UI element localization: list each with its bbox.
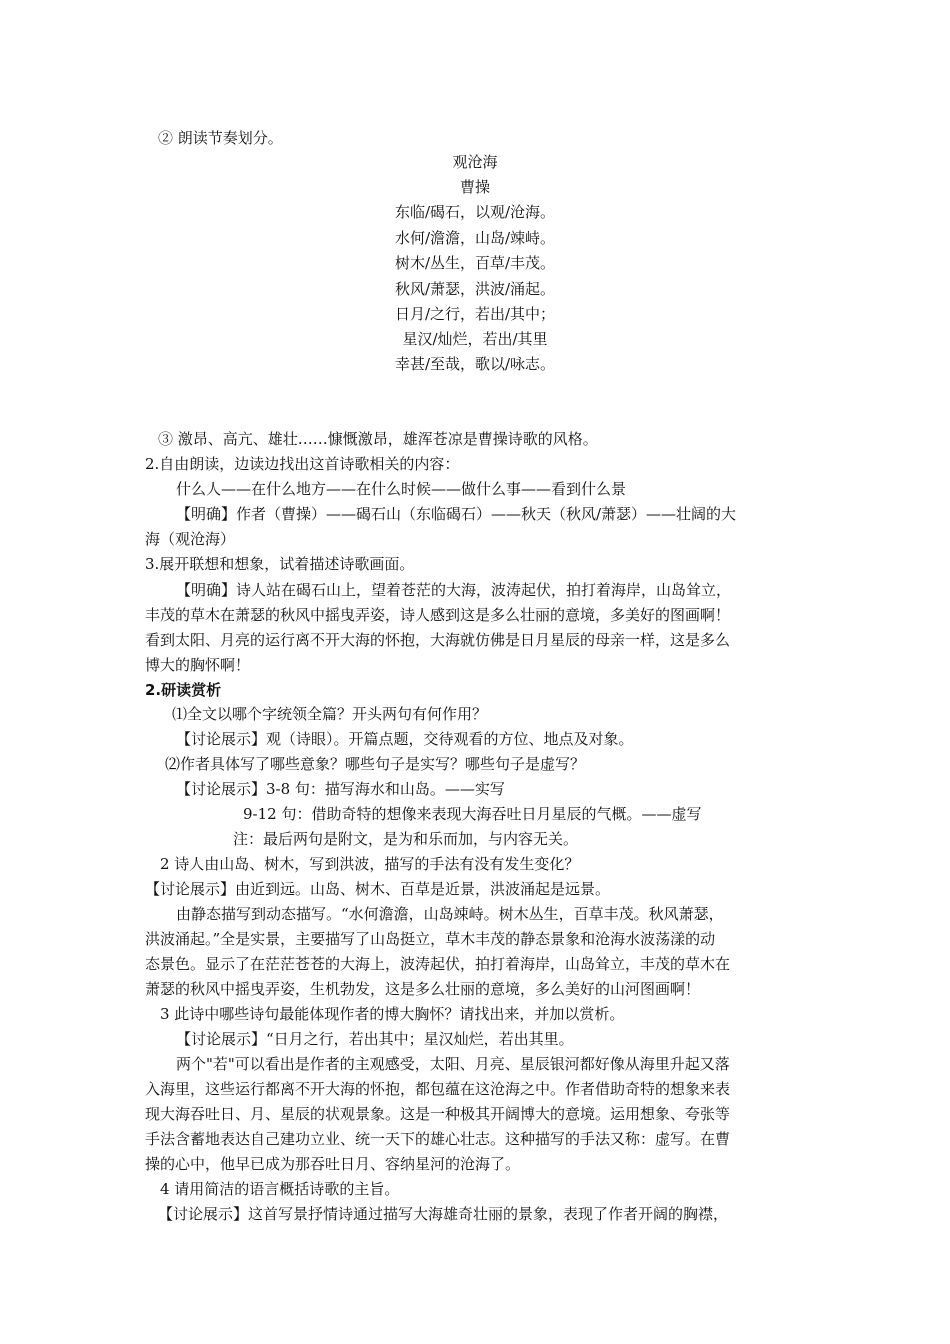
poem-line: 日月/之行，若出/其中； [394,305,556,323]
answer-3: 态景色。显示了在茫茫苍苍的大海上，波涛起伏，拍打着海岸，山岛耸立，丰茂的草木在 [145,955,731,973]
section-3-text: 丰茂的草木在萧瑟的秋风中摇曳弄姿，诗人感到这是多么壮丽的意境，多美好的图画啊！ [145,606,731,624]
reading-item-2: ② 朗读节奏划分。 [158,129,283,147]
answer-3: 洪波涌起。”全是实景，主要描写了山岛挺立，草木丰茂的静态景象和沧海水波荡漾的动 [145,930,716,948]
poem-line: 水何/澹澹，山岛/竦峙。 [394,229,556,247]
answer-2-note: 注：最后两句是附文，是为和乐而加，与内容无关。 [233,830,579,848]
poem-line: 树木/丛生，百草/丰茂。 [394,254,556,272]
question-3: 2 诗人由山岛、树木，写到洪波，描写的手法有没有发生变化？ [160,855,580,873]
answer-4: 现大海吞吐日、月、星辰的状观景象。这是一种极其开阔博大的意境。运用想象、夸张等 [145,1105,731,1123]
answer-2: 9-12 句：借助奇特的想像来表现大海吞吐日月星辰的气概。——虚写 [243,805,702,823]
answer-3: 【讨论展示】由近到远。山岛、树木、百草是近景，洪波涌起是远景。 [145,880,611,898]
poem-title: 观沧海 [452,153,498,171]
poem-line: 幸甚/至哉，歌以/咏志。 [394,355,556,373]
answer-4: 【讨论展示】“日月之行，若出其中；星汉灿烂，若出其里。 [176,1030,574,1048]
reading-item-3: ③ 激昂、高亢、雄壮……慷慨激昂，雄浑苍凉是曹操诗歌的风格。 [158,430,598,448]
question-1: ⑴全文以哪个字统领全篇？开头两句有何作用？ [172,705,488,723]
poem-line: 东临/碣石，以观/沧海。 [394,203,556,221]
answer-5: 【讨论展示】这首写景抒情诗通过描写大海雄奇壮丽的景象，表现了作者开阔的胸襟， [158,1205,729,1223]
section-3-text: 博大的胸怀啊！ [145,656,251,674]
answer-1: 【讨论展示】观（诗眼）。开篇点题，交待观看的方位、地点及对象。 [176,730,634,748]
poem-author: 曹操 [459,178,490,196]
answer-3: 萧瑟的秋风中摇曳弄姿，生机勃发，这是多么壮丽的意境，多么美好的山河图画啊！ [145,980,701,998]
poem-line: 秋风/萧瑟，洪波/涌起。 [394,280,556,298]
answer-2: 【讨论展示】3-8 句：描写海水和山岛。——实写 [176,780,505,798]
answer-4: 操的心中，他早已成为那吞吐日月、容纳星河的沧海了。 [145,1155,521,1173]
section-3-text: 【明确】诗人站在碣石山上，望着苍茫的大海，波涛起伏，拍打着海岸，山岛耸立， [176,581,732,599]
section-3-text: 看到太阳、月亮的运行离不开大海的怀抱，大海就仿佛是日月星辰的母亲一样，这是多么 [145,631,731,649]
answer-4: 入海里，这些运行都离不开大海的怀抱，都包蕴在这沧海之中。作者借助奇特的想象来表 [145,1080,731,1098]
answer-4: 两个"若"可以看出是作者的主观感受，太阳、月亮、星辰银河都好像从海里升起又落 [176,1055,730,1073]
section-2-prompt: 什么人——在什么地方——在什么时候——做什么事——看到什么景 [176,480,627,498]
question-4: 3 此诗中哪些诗句最能体现作者的博大胸怀？请找出来，并加以赏析。 [160,1005,625,1023]
question-2: ⑵作者具体写了哪些意象？哪些句子是实写？哪些句子是虚写？ [165,755,586,773]
section-3-heading: 3.展开联想和想象，试着描述诗歌画面。 [145,555,415,573]
poem-line: 星汉/灿烂，若出/其里 [402,330,548,348]
analysis-heading: 2.研读赏析 [145,681,222,699]
section-2-answer: 【明确】作者（曹操）——碣石山（东临碣石）——秋天（秋风/萧瑟）——壮阔的大 [176,505,737,523]
section-2-answer: 海（观沧海） [145,530,236,548]
section-2-heading: 2.自由朗读，边读边找出这首诗歌相关的内容： [145,455,460,473]
question-5: 4 请用简洁的语言概括诗歌的主旨。 [160,1180,400,1198]
answer-4: 手法含蓄地表达自己建功立业、统一天下的雄心壮志。这种描写的手法又称：虚写。在曹 [145,1130,731,1148]
answer-3: 由静态描写到动态描写。“水何澹澹，山岛竦峙。树木丛生，百草丰茂。秋风萧瑟， [176,905,724,923]
